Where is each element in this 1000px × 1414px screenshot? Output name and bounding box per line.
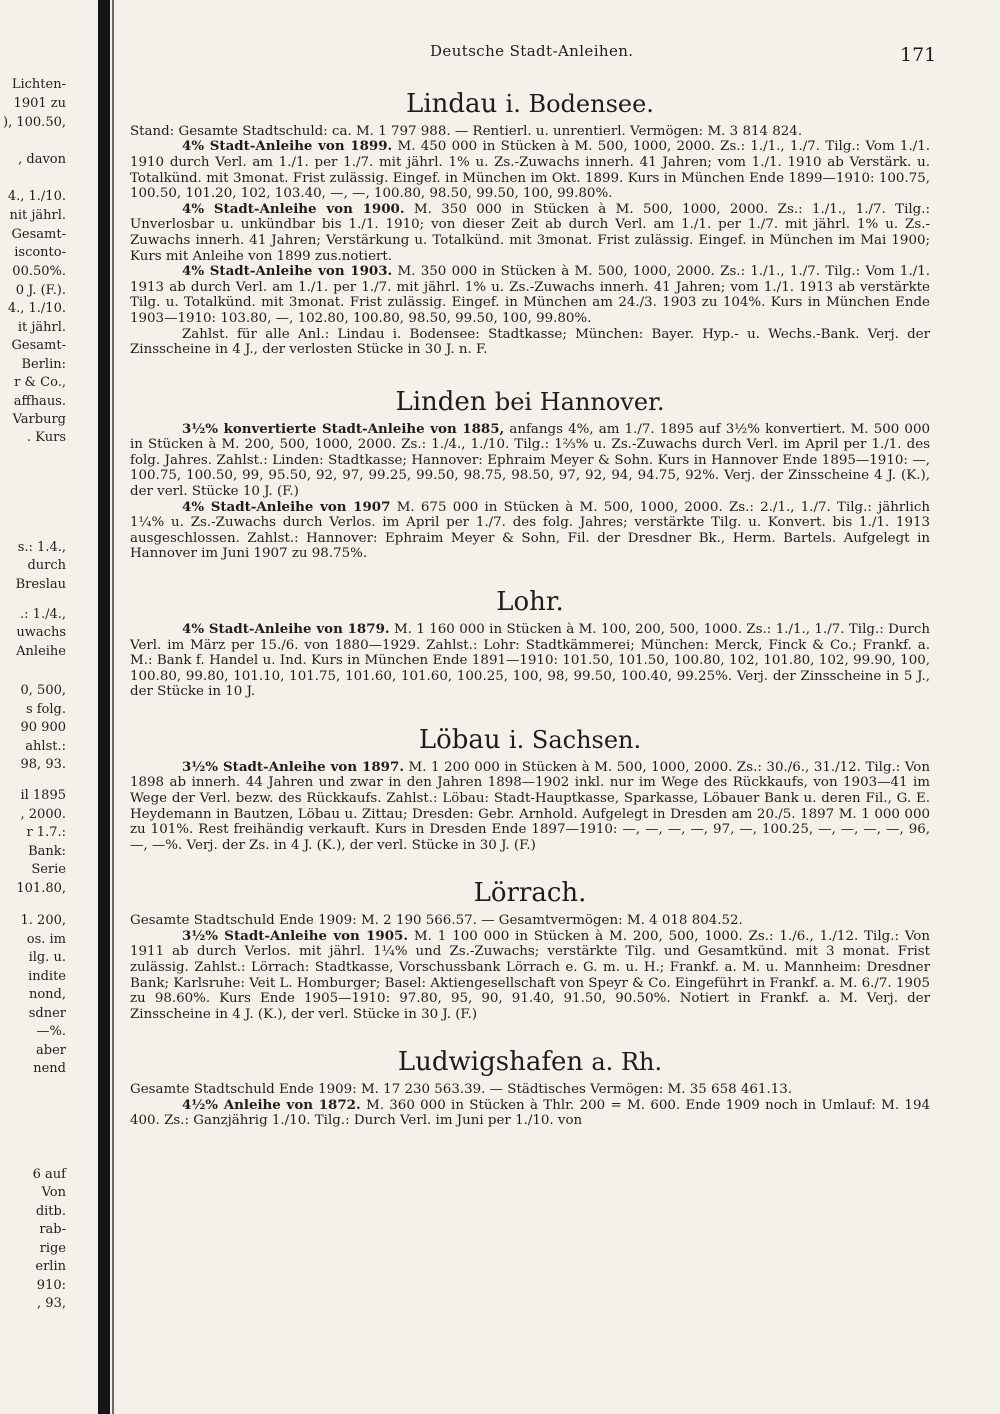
prev-column-fragment: Gesamt-: [11, 227, 66, 242]
prev-column-fragment: 4., 1./10.: [7, 301, 66, 316]
prev-column-fragment: 4., 1./10.: [7, 189, 66, 204]
loan-heading: 3½% Stadt-Anleihe von 1905.: [182, 927, 409, 944]
prev-column-fragment: —%.: [36, 1024, 66, 1039]
section-loebau: [130, 726, 930, 853]
prev-column-fragment: il 1895: [20, 788, 66, 803]
prev-column-fragment: Berlin:: [21, 357, 66, 372]
section-linden: [130, 388, 930, 562]
prev-column-fragment: Von: [41, 1185, 66, 1200]
prev-column-fragment: Anleihe: [16, 644, 66, 659]
prev-column-fragment: nond,: [28, 987, 66, 1002]
prev-column-fragment: .: 1./4.,: [20, 607, 66, 622]
prev-column-fragment: isconto-: [14, 245, 66, 260]
loan-entry: [130, 929, 930, 1023]
prev-column-fragment: . Kurs: [27, 430, 66, 445]
prev-column-fragment: , 93,: [37, 1296, 66, 1311]
previous-page-column: [0, 0, 72, 1414]
prev-column-fragment: 00.50%.: [12, 264, 66, 279]
section-lohr: [130, 588, 930, 700]
prev-column-fragment: rige: [39, 1241, 66, 1256]
prev-column-fragment: Bank:: [28, 844, 66, 859]
prev-column-fragment: 0, 500,: [20, 683, 66, 698]
binding-edge: [112, 0, 114, 1414]
prev-column-fragment: , davon: [18, 152, 66, 167]
main-column: [130, 82, 930, 1129]
prev-column-fragment: durch: [27, 558, 66, 573]
loan-text: M. 1 160 000 in Stücken à M. 100, 200, 500, 1000. Zs.: 1./1., 1./7. Tilg.: Durch Verl. im März per 15./6. von 1880—1929. Zahlst.: Lohr: Stadtkämmerei; München: Merck, Finck & Co.; Frankf. a. M.: Bank f. Handel u. Ind. Kurs in München Ende 1891—1910: 101.50, 101.50, 100.80, 102, 101.80, 102, 99.90, 100, 100.80, 99.80, 101.10, 101.75, 101.60, 101.60, 100.25, 100, 98, 99.50, 100.40, 99.25%. Verj. der Zinsscheine in 5 J., der Stücke in 10 J.: [130, 621, 930, 700]
prev-column-fragment: os. im: [26, 932, 66, 947]
loan-heading: 4% Stadt-Anleihe von 1879.: [182, 620, 390, 637]
loan-entry: [130, 1098, 930, 1129]
loan-text: M. 675 000 in Stücken à M. 500, 1000, 2000. Zs.: 2./1., 1./7. Tilg.: jährlich 1¼% u. Zs.-Zuwachs durch Verlos. im April per 1./7. des folg. Jahres; verstärkte Tilg. u. Konvert. bis 1./1. 1913 ausgeschlossen. Zahlst.: Hannover: Ephraim Meyer & Sohn, Fil. der Dresdner Bk., Herm. Bartels. Aufgelegt in Hannover im Juni 1907 zu 98.75%.: [130, 499, 930, 562]
title-main: Linden: [395, 386, 487, 417]
title-main: Lörrach.: [473, 878, 587, 909]
section-title: [130, 879, 930, 909]
prev-column-fragment: r 1.7.:: [26, 825, 66, 840]
prev-column-fragment: sdner: [28, 1006, 66, 1021]
running-head: Deutsche Stadt-Anleihen.: [430, 42, 634, 60]
prev-column-fragment: Varburg: [12, 412, 66, 427]
prev-column-fragment: Breslau: [15, 577, 66, 592]
prev-column-fragment: 910:: [36, 1278, 66, 1293]
section-ludwigshafen: [130, 1048, 930, 1129]
prev-column-fragment: , 2000.: [20, 807, 66, 822]
title-main: Lohr.: [496, 587, 564, 618]
prev-column-fragment: uwachs: [16, 625, 66, 640]
loan-entry: [130, 139, 930, 201]
binding-gutter: [98, 0, 110, 1414]
loan-heading: 4½% Anleihe von 1872.: [182, 1096, 361, 1113]
loan-text: anfangs 4%, am 1./7. 1895 auf 3½% konvertiert. M. 500 000 in Stücken à M. 200, 500, 1000, 2000. Zs.: 1./4., 1./10. Tilg.: 1⅔% u. Zs.-Zuwachs durch Verl. im April per 1./1. des folg. Jahres. Zahlst.: Linden: Stadtkasse; Hannover: Ephraim Meyer & Sohn. Kurs in Hannover Ende 1895—1910: —, 100.75, 100.50, 99, 95.50, 92, 97, 99.25, 99.50, 98.75, 98.50, 97, 92, 94, 94.75, 92%. Verj. der Zinsscheine 4 J. (K.), der verl. Stücke 10 J. (F.): [130, 421, 930, 500]
section-title: [130, 90, 930, 120]
section-title: [130, 588, 930, 618]
page-number: 171: [900, 44, 937, 66]
section-title: [130, 1048, 930, 1078]
prev-column-fragment: it jährl.: [17, 320, 66, 335]
prev-column-fragment: affhaus.: [13, 394, 66, 409]
stand-line: Gesamte Stadtschuld Ende 1909: M. 2 190 566.57. — Gesamtvermögen: M. 4 018 804.52.: [130, 913, 743, 929]
prev-column-fragment: r & Co.,: [14, 375, 66, 390]
loan-heading: 4% Stadt-Anleihe von 1907: [182, 498, 391, 515]
prev-column-fragment: ditb.: [35, 1204, 66, 1219]
prev-column-fragment: 101.80,: [16, 881, 66, 896]
title-suffix: bei Hannover.: [494, 387, 665, 416]
loan-heading: 4% Stadt-Anleihe von 1900.: [182, 200, 405, 217]
prev-column-fragment: ), 100.50,: [3, 115, 66, 130]
loan-text: M. 350 000 in Stücken à M. 500, 1000, 2000. Zs.: 1./1., 1./7. Tilg.: Unverlosbar u. unkündbar bis 1./1. 1910; von dieser Zeit ab durch Verl. am 1./1. per 1./7. mit jährl. 1% u. Zs.-Zuwachs innerh. 41 Jahren; Verstärkung u. Totalkünd. mit 3monat. Frist zulässig. Eingef. in München im Mai 1900; Kurs mit Anleihe von 1899 zus.notiert.: [130, 201, 930, 264]
prev-column-fragment: 90 900: [20, 720, 66, 735]
loan-entry: [130, 760, 930, 854]
loan-entry: [130, 264, 930, 326]
loan-entry: [130, 500, 930, 562]
loan-text: M. 450 000 in Stücken à M. 500, 1000, 2000. Zs.: 1./1., 1./7. Tilg.: Vom 1./1. 1910 durch Verl. am 1./1. per 1./7. mit jährl. 1% u. Zs.-Zuwachs innerh. 41 Jahren; vom 1./1. 1910 ab Verstärk. u. Totalkünd. mit 3monat. Frist zulässig. Eingef. in München im Okt. 1899. Kurs in München Ende 1899—1910: 100.75, 100.50, 101.20, 102, 103.40, —, —, 100.80, 98.50, 99.50, 100, 99.80%.: [130, 139, 930, 202]
title-main: Löbau: [418, 724, 501, 755]
prev-column-fragment: rab-: [39, 1222, 66, 1237]
prev-column-fragment: 1901 zu: [13, 96, 66, 111]
loan-heading: 3½% konvertierte Stadt-Anleihe von 1885,: [182, 420, 505, 437]
prev-column-fragment: Serie: [31, 862, 66, 877]
prev-column-fragment: aber: [36, 1043, 66, 1058]
loan-text: M. 360 000 in Stücken à Thlr. 200 = M. 600. Ende 1909 noch in Umlauf: M. 194 400. Zs.: Ganzjährig 1./10. Tilg.: Durch Verl. im Juni per 1./10. von: [130, 1097, 930, 1129]
title-suffix: a. Rh.: [591, 1048, 663, 1077]
section-title: [130, 726, 930, 756]
prev-column-fragment: s folg.: [25, 702, 66, 717]
prev-column-fragment: nit jährl.: [9, 208, 66, 223]
prev-column-fragment: ilg. u.: [28, 950, 66, 965]
prev-column-fragment: Lichten-: [11, 77, 66, 92]
prev-column-fragment: indite: [28, 969, 66, 984]
prev-column-fragment: 6 auf: [32, 1167, 66, 1182]
loan-text: M. 1 200 000 in Stücken à M. 500, 1000, 2000. Zs.: 30./6., 31./12. Tilg.: Von 1898 ab innerh. 44 Jahren und zwar in den Jahren 1898—1902 inkl. nur im Wege des Rückkaufs, von 1903—41 im Wege der Verl. bezw. des Rückkaufs. Zahlst.: Löbau: Stadt-Hauptkasse, Sparkasse, Löbauer Bank u. deren Fil., G. E. Heydemann in Bautzen, Löbau u. Zittau; Dresden: Gebr. Arnhold. Aufgelegt in Dresden am 20./5. 1897 M. 1 000 000 zu 101%. Rest freihändig verkauft. Kurs in Dresden Ende 1897—1910: —, —, —, —, 97, —, 100.25, —, —, —, —, 96, —, —%. Verj. der Zs. in 4 J. (K.), der verl. Stücke in 30 J. (F.): [130, 759, 930, 853]
loan-entry: [130, 622, 930, 700]
prev-column-fragment: Gesamt-: [11, 338, 66, 353]
loan-entry: [130, 202, 930, 264]
prev-column-fragment: s.: 1.4.,: [17, 540, 66, 555]
title-main: Lindau: [406, 89, 498, 119]
title-suffix: i. Sachsen.: [508, 725, 642, 754]
stand-line: Stand: Gesamte Stadtschuld: ca. M. 1 797 988. — Rentierl. u. unrentierl. Vermögen: M. 3 814 824.: [130, 123, 803, 139]
prev-column-fragment: erlin: [35, 1259, 66, 1274]
loan-heading: 4% Stadt-Anleihe von 1903.: [182, 263, 393, 280]
loan-entry: [130, 422, 930, 500]
section-lindau: [130, 90, 930, 358]
paying-agents: Zahlst. für alle Anl.: Lindau i. Bodensee: Stadtkasse; München: Bayer. Hyp.- u. Wechs.-Bank. Verj. der Zinsscheine in 4 J., der verlosten Stücke in 30 J. n. F.: [130, 326, 930, 358]
section-title: [130, 388, 930, 418]
loan-heading: 3½% Stadt-Anleihe von 1897.: [182, 758, 404, 775]
title-suffix: i. Bodensee.: [505, 90, 654, 118]
prev-column-fragment: 98, 93.: [20, 757, 66, 772]
stand-line: Gesamte Stadtschuld Ende 1909: M. 17 230 563.39. — Städtisches Vermögen: M. 35 658 461.13.: [130, 1082, 792, 1098]
prev-column-fragment: ahlst.:: [25, 739, 66, 754]
prev-column-fragment: nend: [33, 1061, 66, 1076]
prev-column-fragment: 0 J. (F.).: [15, 283, 66, 298]
prev-column-fragment: 1. 200,: [20, 913, 66, 928]
loan-text: M. 1 100 000 in Stücken à M. 200, 500, 1000. Zs.: 1./6., 1./12. Tilg.: Von 1911 ab durch Verlos. mit jährl. 1¼% und Zs.-Zuwachs; verstärkte Tilg. und Gesamtkünd. mit 3 monat. Frist zulässig. Zahlst.: Lörrach: Stadtkasse, Vorschussbank Lörrach e. G. m. u. H.; Frankf. a. M. u. Mannheim: Dresdner Bank; Karlsruhe: Veit L. Homburger; Basel: Aktiengesellschaft von Speyr & Co. Eingeführt in Frankf. a. M. 6./7. 1905 zu 98.60%. Kurs Ende 1905—1910: 97.80, 95, 90, 91.40, 91.50, 90.50%. Notiert in Frankf. a. M. Verj. der Zinsscheine in 4 J. (K.), der verl. Stücke in 30 J. (F.): [130, 928, 930, 1022]
loan-text: M. 350 000 in Stücken à M. 500, 1000, 2000. Zs.: 1./1., 1./7. Tilg.: Vom 1./1. 1913 ab durch Verl. am 1./1. per 1./7. mit jährl. 1% u. Zs.-Zuwachs innerh. 41 Jahren; vom 1./1. 1913 ab verstärkte Tilg. u. Totalkünd. mit 3monat. Frist zulässig. Eingef. in München am 24./3. 1903 zu 104%. Kurs in München Ende 1903—1910: 103.80, —, 102.80, 100.80, 98.50, 99.50, 100, 99.80%.: [130, 264, 930, 327]
loan-heading: 4% Stadt-Anleihe von 1899.: [182, 138, 393, 155]
section-loerrach: [130, 879, 930, 1022]
title-main: Ludwigshafen: [397, 1047, 584, 1078]
